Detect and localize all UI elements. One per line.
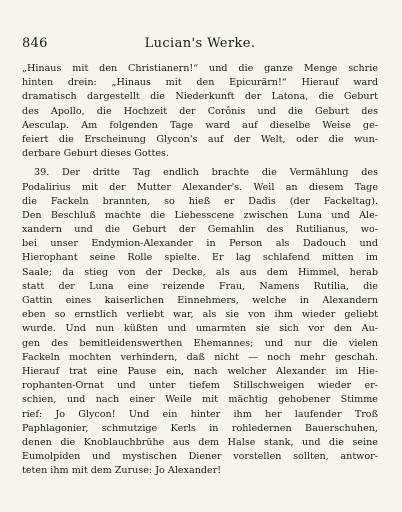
text-line: Gattin eines kaiserlichen Einnehmers, welche in Alexandern <box>22 295 378 306</box>
text-line: eben so ernstlich verliebt war, als sie von ihm wieder geliebt <box>22 309 378 321</box>
text-line: statt der Luna eine reizende Frau, Namens Rutilia, die <box>22 280 378 292</box>
text-line: hinten drein: „Hinaus mit den Epicurärn!“ Hierauf ward <box>22 77 378 89</box>
text-line: Saale; da stieg von der Decke, als aus dem Himmel, herab <box>22 266 378 278</box>
page-number: 846 <box>22 36 48 51</box>
text-line: xandern und die Geburt der Gemahlin des Rutilianus, wo- <box>22 224 378 236</box>
text-line: schien, und nach einer Weile mit mächtig gehobener Stimme <box>22 394 378 406</box>
text-line: Den Beschluß machte die Liebesscene zwischen Luna und Ale- <box>22 209 378 221</box>
text-line: derbare Geburt dieses Gottes. <box>22 148 169 160</box>
text-line: Paphlagonier, schmutzige Kerls in rohledernen Bauerschuhen, <box>22 422 378 434</box>
text-line: wurde. Und nun küßten und umarmten sie sich vor den Au- <box>22 323 378 335</box>
text-line: teten ihm mit dem Zuruse: Jo Alexander! <box>22 465 222 477</box>
text-line: die Fackeln brannten, so hieß er Dadis (der Fackeltag). <box>22 195 378 207</box>
text-line: des Apollo, die Hochzeit der Corônis und die Geburt des <box>22 105 378 117</box>
text-line: Fackeln mochten verhindern, daß nicht — noch mehr geschah. <box>22 351 378 363</box>
text-line: „Hinaus mit den Christianern!“ und die ganze Menge schrie <box>22 63 378 74</box>
text-line: Eumolpiden und mystischen Diener vorstellen sollten, antwor- <box>22 451 378 463</box>
running-title: Lucian's Werke. <box>144 36 256 51</box>
paragraph <box>22 62 378 161</box>
paragraph <box>22 166 378 478</box>
text-line: rophanten-Ornat und unter tiefem Stillschweigen wieder er- <box>22 380 378 392</box>
text-line: feiert die Erscheinung Glycon's auf der Welt, oder die wun- <box>22 133 378 145</box>
text-line: Hierophant seine Rolle spielte. Er lag schlafend mitten im <box>22 252 378 264</box>
text-line: gen des bemitleidenswerthen Ehemannes; und nur die vielen <box>22 337 378 349</box>
text-line: Aesculap. Am folgenden Tage ward auf dieselbe Weise ge- <box>22 119 378 131</box>
text-line: 39. Der dritte Tag endlich brachte die Vermählung des <box>34 167 378 179</box>
text-line: Hierauf trat eine Pause ein, nach welcher Alexander im Hie- <box>22 365 378 377</box>
body-text <box>22 62 378 478</box>
text-line: Podalirius mit der Mutter Alexander's. Weil an diesem Tage <box>22 181 378 193</box>
text-line: denen die Knoblauchbrühe aus dem Halse stank, und die seine <box>22 436 378 448</box>
text-line: bei unser Endymion-Alexander in Person als Dadouch und <box>22 238 378 250</box>
text-line: dramatisch dargestellt die Niederkunft der Latona, die Geburt <box>22 91 378 103</box>
text-line: rief: Jo Glycon! Und ein hinter ihm her laufender Troß <box>22 408 378 420</box>
page-header <box>22 36 378 54</box>
